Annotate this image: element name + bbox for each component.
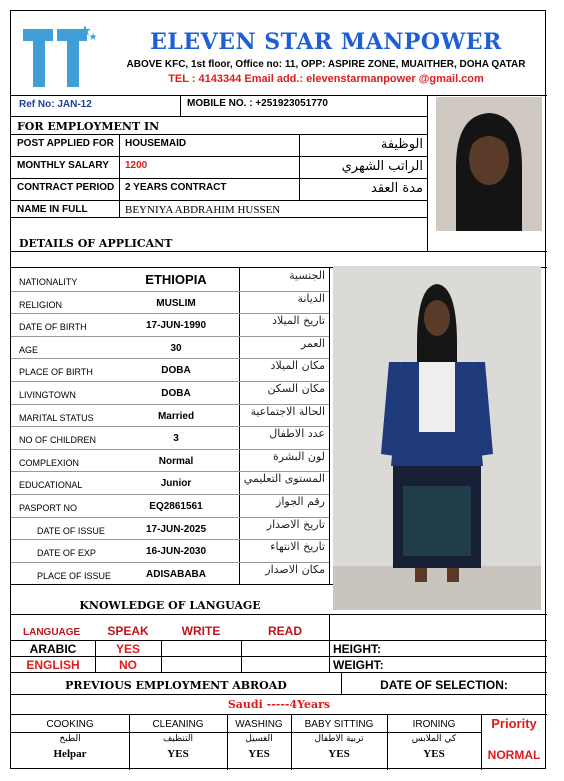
skill-value: YES bbox=[248, 748, 270, 760]
employment-label: CONTRACT PERIOD bbox=[17, 182, 115, 193]
previous-country: Saudi -----4Years bbox=[227, 698, 331, 711]
company-name: ELEVEN STAR MANPOWER bbox=[150, 29, 502, 55]
lang-header-speak: SPEAK bbox=[107, 624, 149, 638]
details-label: NATIONALITY bbox=[19, 277, 78, 287]
details-arabic: الديانة bbox=[297, 291, 325, 305]
details-value: EQ2861561 bbox=[149, 501, 203, 512]
details-label: COMPLEXION bbox=[19, 457, 80, 468]
employment-label: MONTHLY SALARY bbox=[17, 160, 109, 171]
skill-arabic: الغسيل bbox=[245, 734, 273, 744]
details-arabic: مكان الاصدار bbox=[265, 562, 325, 576]
previous-employment-title: PREVIOUS EMPLOYMENT ABROAD bbox=[65, 679, 287, 692]
details-value: MUSLIM bbox=[156, 297, 196, 309]
details-value: ADISABABA bbox=[146, 568, 206, 580]
employment-value: HOUSEMAID bbox=[125, 138, 187, 149]
skill-arabic: الطبخ bbox=[59, 734, 81, 744]
employment-value: BEYNIYA ABDRAHIM HUSSEN bbox=[125, 204, 281, 216]
language-title: KNOWLEDGE OF LANGUAGE bbox=[79, 599, 261, 612]
details-arabic: لون البشرة bbox=[273, 449, 325, 463]
company-logo bbox=[21, 23, 97, 89]
skill-arabic: تربية الاطفال bbox=[314, 734, 364, 744]
skill-header: Priority bbox=[491, 716, 537, 731]
details-arabic: الجنسية bbox=[289, 269, 325, 282]
lang-arabic-speak: YES bbox=[115, 642, 140, 656]
details-value: Married bbox=[157, 410, 195, 422]
skill-header: BABY SITTING bbox=[304, 719, 374, 730]
skill-value: YES bbox=[423, 748, 445, 760]
details-arabic: تاريخ الانتهاء bbox=[270, 540, 325, 554]
details-label: EDUCATIONAL bbox=[19, 480, 83, 491]
skill-value: YES bbox=[328, 748, 350, 760]
lang-arabic: ARABIC bbox=[29, 642, 77, 656]
details-arabic: رقم الجواز bbox=[276, 495, 325, 508]
details-title: DETAILS OF APPLICANT bbox=[19, 237, 173, 250]
details-label: LIVINGTOWN bbox=[19, 390, 76, 400]
details-label: DATE OF EXP bbox=[37, 548, 96, 559]
details-value: 17-JUN-2025 bbox=[145, 523, 207, 535]
details-label: RELIGION bbox=[19, 299, 63, 310]
details-value: Normal bbox=[158, 455, 194, 467]
skill-header: CLEANING bbox=[152, 719, 204, 730]
details-arabic: الحالة الاجتماعية bbox=[250, 404, 325, 418]
details-value: ETHIOPIA bbox=[145, 272, 207, 287]
employment-arabic: الوظيفة bbox=[380, 137, 423, 152]
details-value: DOBA bbox=[161, 365, 191, 377]
skill-arabic: كي الملابس bbox=[411, 734, 457, 744]
details-arabic: المستوى التعليمي bbox=[243, 472, 325, 486]
employment-value: 2 YEARS CONTRACT bbox=[125, 182, 227, 193]
company-contact: TEL : 4143344 Email add.: elevenstarmanpower @gmail.com bbox=[168, 73, 484, 85]
height-label: HEIGHT: bbox=[333, 642, 381, 656]
employment-arabic: مدة العقد bbox=[371, 181, 423, 196]
details-label: NO OF CHILDREN bbox=[19, 435, 97, 446]
details-label: MARITAL STATUS bbox=[19, 412, 94, 423]
employment-label: POST APPLIED FOR bbox=[17, 138, 114, 149]
date-of-selection-label: DATE OF SELECTION: bbox=[380, 678, 508, 692]
applicant-full-photo bbox=[333, 266, 541, 610]
ref-number: Ref No: JAN-12 bbox=[19, 99, 92, 110]
details-value: DOBA bbox=[161, 388, 191, 399]
details-label: DATE OF ISSUE bbox=[37, 525, 105, 536]
details-value: 17-JUN-1990 bbox=[145, 320, 207, 332]
lang-english-speak: NO bbox=[119, 658, 137, 672]
employment-title: FOR EMPLOYMENT IN bbox=[17, 120, 160, 133]
details-label: PASPORT NO bbox=[19, 503, 78, 513]
application-form bbox=[10, 10, 546, 769]
skill-value: Helpar bbox=[53, 748, 87, 760]
company-address: ABOVE KFC, 1st floor, Office no: 11, OPP: ASPIRE ZONE, MUAITHER, DOHA QATAR bbox=[126, 59, 526, 70]
details-label: PLACE OF ISSUE bbox=[37, 570, 112, 581]
weight-label: WEIGHT: bbox=[333, 658, 384, 672]
lang-english: ENGLISH bbox=[26, 658, 80, 672]
skill-header: IRONING bbox=[412, 719, 456, 730]
details-label: PLACE OF BIRTH bbox=[19, 367, 93, 378]
logo-icon bbox=[21, 23, 97, 89]
details-label: DATE OF BIRTH bbox=[19, 322, 87, 333]
lang-header-language: LANGUAGE bbox=[23, 627, 81, 638]
details-value: Junior bbox=[160, 478, 192, 490]
lang-header-write: WRITE bbox=[181, 624, 221, 638]
details-arabic: مكان الميلاد bbox=[270, 359, 325, 373]
skill-arabic: التنظيف bbox=[162, 734, 194, 744]
lang-header-read: READ bbox=[267, 624, 302, 638]
mobile-number: MOBILE NO. : +251923051770 bbox=[187, 98, 328, 109]
details-arabic: العمر bbox=[300, 336, 325, 350]
skill-value: YES bbox=[167, 748, 189, 760]
employment-arabic: الراتب الشهري bbox=[341, 159, 423, 174]
details-value: 30 bbox=[170, 342, 182, 354]
employment-label: NAME IN FULL bbox=[17, 204, 88, 215]
details-value: 16-JUN-2030 bbox=[145, 546, 207, 558]
skill-header: COOKING bbox=[46, 719, 94, 730]
details-arabic: عدد الاطفال bbox=[269, 427, 325, 441]
skill-value: NORMAL bbox=[487, 748, 541, 762]
details-arabic: تاريخ الميلاد bbox=[272, 314, 325, 328]
details-arabic: تاريخ الاصدار bbox=[266, 517, 325, 531]
skill-header: WASHING bbox=[235, 719, 283, 730]
employment-value: 1200 bbox=[125, 160, 148, 171]
applicant-portrait bbox=[436, 97, 542, 231]
details-label: AGE bbox=[19, 344, 39, 355]
details-value: 3 bbox=[173, 433, 179, 445]
details-arabic: مكان السكن bbox=[267, 382, 325, 395]
